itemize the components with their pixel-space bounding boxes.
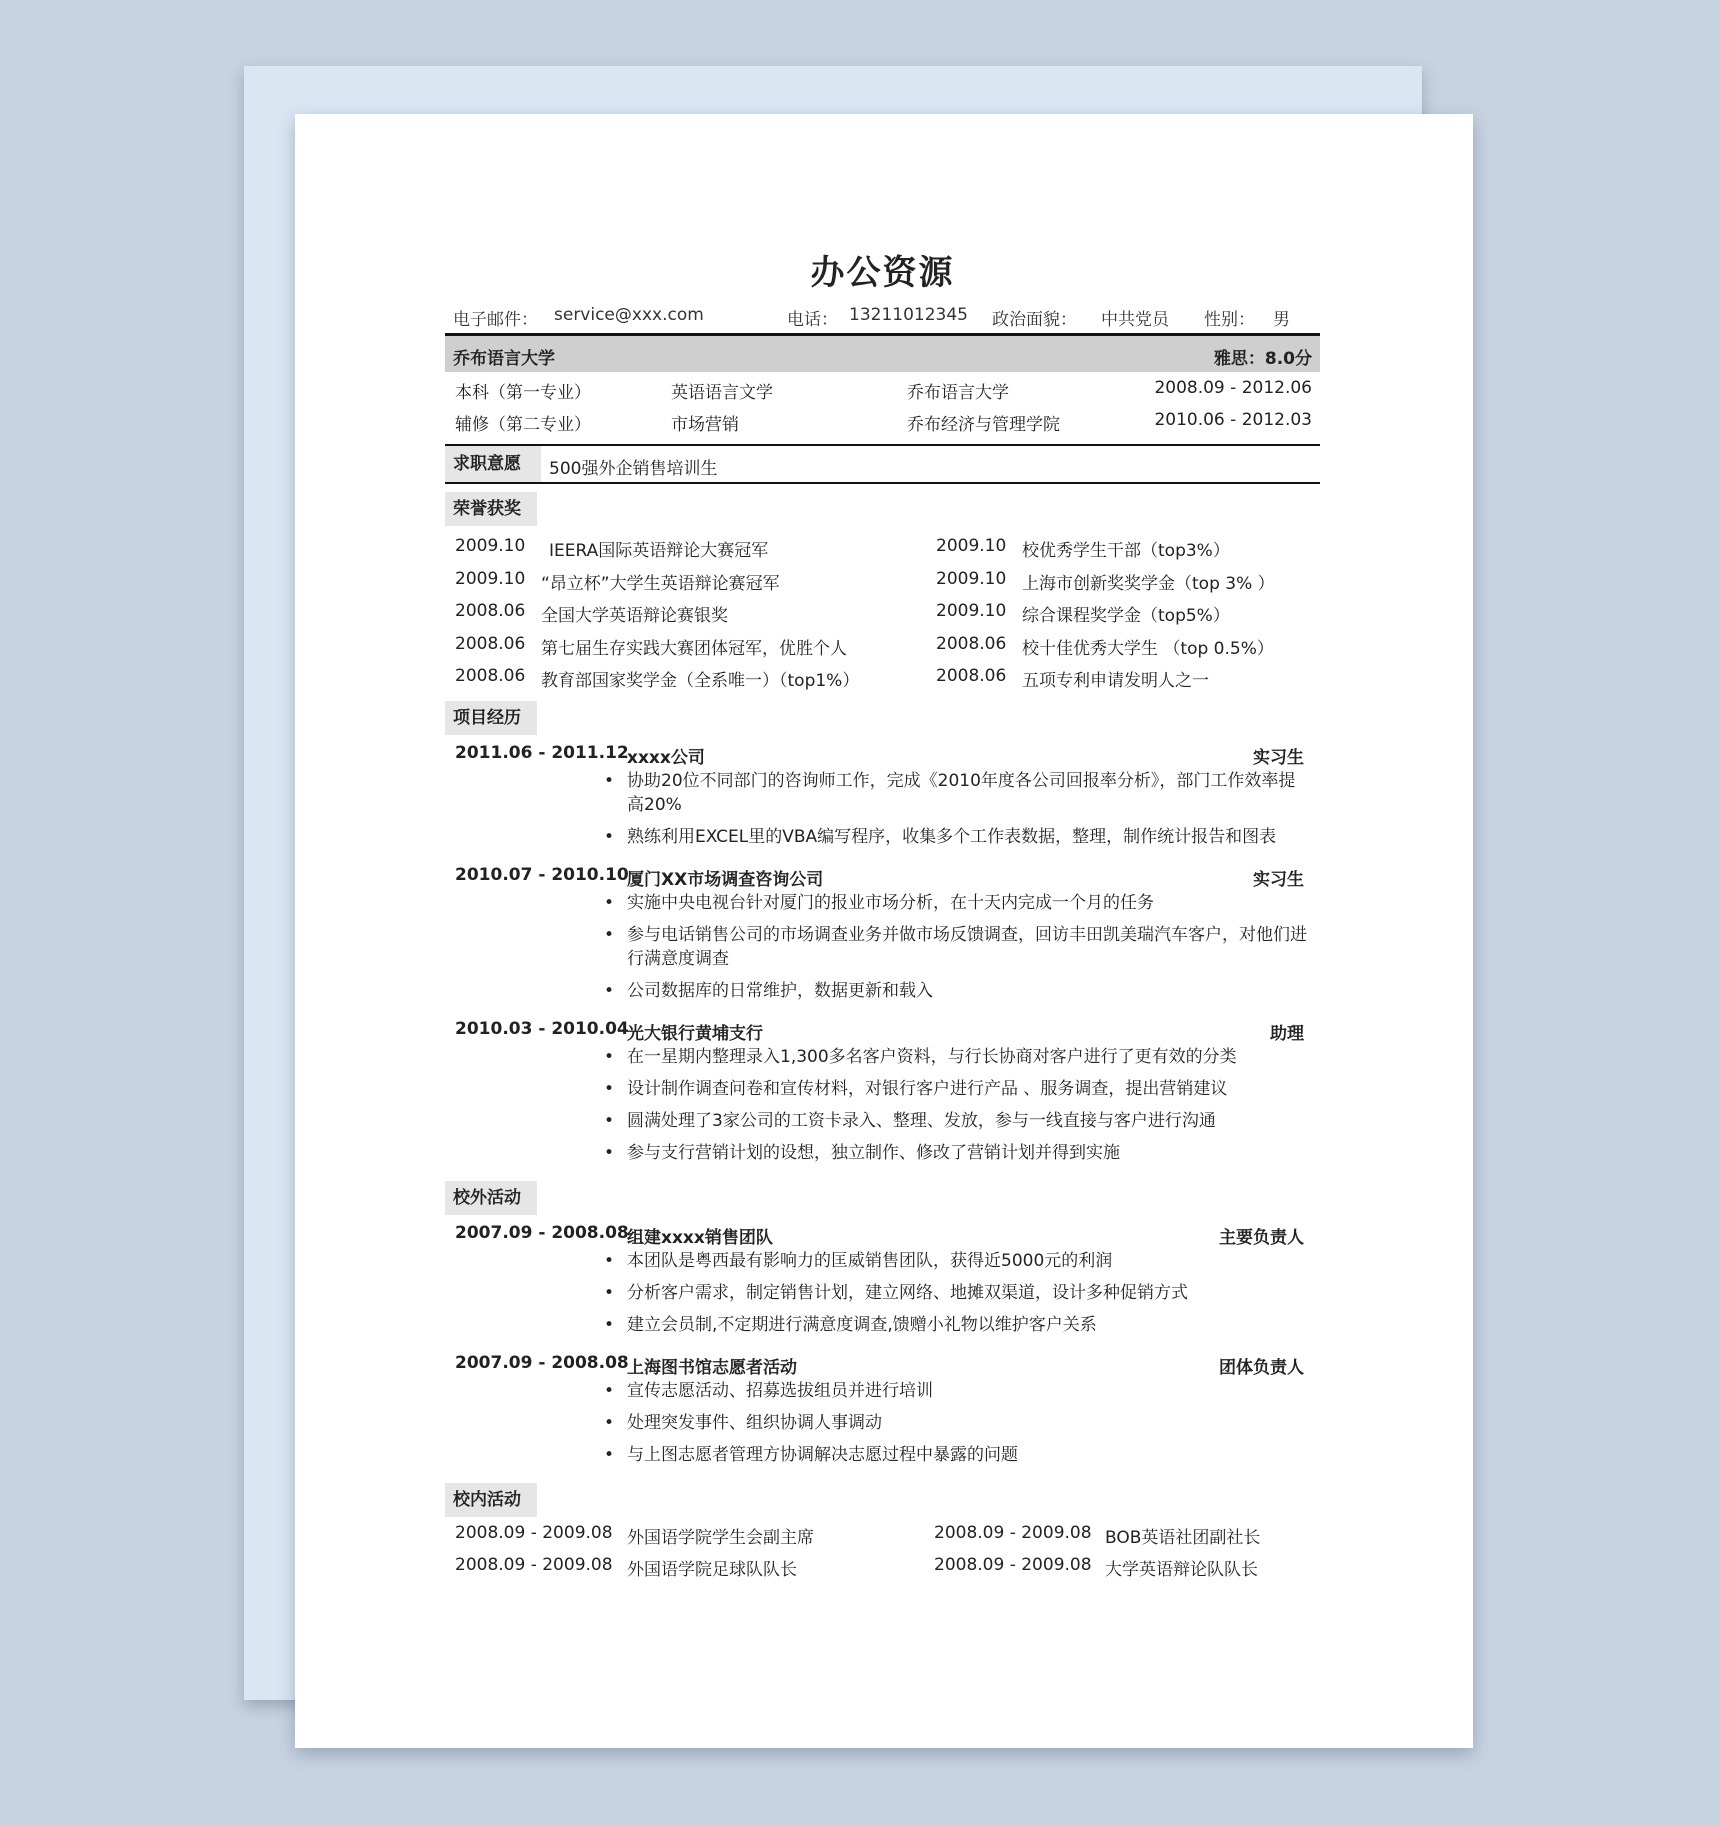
award-date: 2009.10	[455, 536, 526, 556]
experience-header	[445, 735, 1320, 769]
bullet-text: 实施中央电视台针对厦门的报业市场分析，在十天内完成一个月的任务	[627, 892, 1154, 913]
award-title: 第七届生存实践大赛团体冠军，优胜个人	[541, 638, 847, 659]
experience-period: 2010.07 - 2010.10	[455, 864, 629, 885]
experience-bullet	[445, 979, 1320, 1003]
experience-org: 厦门XX市场调查咨询公司	[627, 869, 824, 890]
campus-row	[445, 1517, 1320, 1549]
education-major: 英语语言文学	[671, 383, 773, 403]
campus-period: 2008.09 - 2009.08	[455, 1554, 613, 1575]
contact-line	[445, 297, 1320, 333]
activity-org: 组建xxxx销售团队	[627, 1227, 773, 1248]
bullet-text: 协助20位不同部门的咨询师工作，完成《2010年度各公司回报率分析》，部门工作效率提高20%	[627, 770, 1296, 815]
education-school: 乔布语言大学	[453, 349, 555, 369]
award-title: 上海市创新奖奖学金（top 3% ）	[1022, 573, 1275, 594]
bullet-dot-icon: •	[604, 1110, 615, 1131]
job-intent-value: 500强外企销售培训生	[549, 459, 718, 479]
experience-bullet	[445, 891, 1320, 915]
campus-activity: BOB英语社团副社长	[1105, 1527, 1261, 1548]
activity-role: 主要负责人	[1219, 1227, 1304, 1248]
award-row	[445, 530, 1320, 563]
gender-value: 男	[1273, 310, 1290, 330]
award-row	[445, 595, 1320, 628]
award-date: 2009.10	[936, 536, 1007, 556]
email-value: service@xxx.com	[554, 305, 704, 325]
experience-bullet	[445, 1045, 1320, 1069]
politics-value: 中共党员	[1101, 310, 1169, 330]
bullet-text: 分析客户需求，制定销售计划，建立网络、地摊双渠道，设计多种促销方式	[627, 1282, 1188, 1303]
experience-period: 2010.03 - 2010.04	[455, 1018, 629, 1039]
award-title: 教育部国家奖学金（全系唯一）（top1%）	[541, 671, 860, 691]
activity-bullet	[445, 1379, 1320, 1403]
activity-role: 团体负责人	[1219, 1357, 1304, 1378]
bullet-dot-icon: •	[604, 1142, 615, 1163]
activity-bullet	[445, 1313, 1320, 1337]
award-date: 2008.06	[455, 633, 526, 654]
award-date: 2009.10	[936, 568, 1007, 589]
award-date: 2008.06	[936, 633, 1007, 654]
award-date: 2008.06	[936, 666, 1007, 686]
experience-bullet	[445, 1077, 1320, 1101]
campus-activity: 大学英语辩论队队长	[1105, 1559, 1258, 1580]
experience-role: 实习生	[1253, 869, 1304, 890]
award-title: “昂立杯”大学生英语辩论赛冠军	[541, 573, 780, 594]
bullet-text: 参与电话销售公司的市场调查业务并做市场反馈调查，回访丰田凯美瑞汽车客户，对他们进行满意度调查	[627, 924, 1307, 969]
award-row	[445, 563, 1320, 596]
experience-header	[445, 1011, 1320, 1045]
education-period: 2008.09 - 2012.06	[1154, 378, 1312, 398]
bullet-dot-icon: •	[604, 1444, 615, 1465]
campus-period: 2008.09 - 2009.08	[455, 1522, 613, 1543]
bullet-text: 公司数据库的日常维护，数据更新和载入	[627, 980, 933, 1001]
award-date: 2009.10	[455, 568, 526, 589]
award-title: 五项专利申请发明人之一	[1022, 671, 1209, 691]
campus-activities-section-label: 校内活动	[445, 1483, 537, 1517]
awards-section-label: 荣誉获奖	[445, 492, 537, 526]
job-intent-label: 求职意愿	[445, 446, 541, 482]
experience-header	[445, 857, 1320, 891]
bullet-text: 与上图志愿者管理方协调解决志愿过程中暴露的问题	[627, 1444, 1018, 1465]
bullet-dot-icon: •	[604, 980, 615, 1001]
bullet-dot-icon: •	[604, 1046, 615, 1067]
activity-period: 2007.09 - 2008.08	[455, 1352, 629, 1373]
experience-org: xxxx公司	[627, 747, 705, 768]
activity-bullet	[445, 1249, 1320, 1273]
activity-header	[445, 1215, 1320, 1249]
bullet-text: 建立会员制,不定期进行满意度调查,馈赠小礼物以维护客户关系	[627, 1314, 1097, 1335]
bullet-text: 参与支行营销计划的设想，独立制作、修改了营销计划并得到实施	[627, 1142, 1120, 1163]
education-school-name: 乔布语言大学	[907, 383, 1009, 403]
activity-bullet	[445, 1411, 1320, 1435]
award-date: 2008.06	[455, 601, 526, 621]
activity-period: 2007.09 - 2008.08	[455, 1222, 629, 1243]
campus-activity: 外国语学院学生会副主席	[627, 1527, 814, 1548]
award-date: 2009.10	[936, 601, 1007, 621]
bullet-text: 圆满处理了3家公司的工资卡录入、整理、发放，参与一线直接与客户进行沟通	[627, 1110, 1216, 1131]
activity-bullet	[445, 1443, 1320, 1467]
projects-section-label: 项目经历	[445, 701, 537, 735]
education-period: 2010.06 - 2012.03	[1154, 410, 1312, 430]
bullet-dot-icon: •	[604, 1380, 615, 1401]
bullet-dot-icon: •	[604, 1314, 615, 1335]
campus-activity: 外国语学院足球队队长	[627, 1559, 797, 1580]
award-title: 校十佳优秀大学生 （top 0.5%）	[1022, 638, 1274, 659]
award-row	[445, 628, 1320, 661]
external-activities-section-label: 校外活动	[445, 1181, 537, 1215]
award-date: 2008.06	[455, 666, 526, 686]
bullet-dot-icon: •	[604, 924, 615, 945]
education-row	[445, 372, 1320, 404]
education-row	[445, 404, 1320, 436]
activity-bullet	[445, 1281, 1320, 1305]
campus-period: 2008.09 - 2009.08	[934, 1522, 1092, 1543]
experience-bullet	[445, 825, 1320, 849]
experience-role: 助理	[1270, 1023, 1304, 1044]
award-title: 综合课程奖学金（top5%）	[1022, 606, 1230, 626]
bullet-text: 处理突发事件、组织协调人事调动	[627, 1412, 882, 1433]
award-title: IEERA国际英语辩论大赛冠军	[549, 541, 769, 561]
award-title: 全国大学英语辩论赛银奖	[541, 606, 728, 626]
experience-period: 2011.06 - 2011.12	[455, 742, 629, 763]
bullet-dot-icon: •	[604, 1078, 615, 1099]
activity-header	[445, 1345, 1320, 1379]
bullet-text: 宣传志愿活动、招募选拔组员并进行培训	[627, 1380, 933, 1401]
resume-content	[445, 249, 1320, 1581]
experience-bullet	[445, 1141, 1320, 1165]
education-degree: 本科（第一专业）	[455, 383, 591, 403]
experience-bullet	[445, 1109, 1320, 1133]
bullet-text: 在一星期内整理录入1,300多名客户资料，与行长协商对客户进行了更有效的分类	[627, 1046, 1237, 1067]
award-row	[445, 660, 1320, 693]
activity-org: 上海图书馆志愿者活动	[627, 1357, 797, 1378]
bullet-text: 设计制作调查问卷和宣传材料，对银行客户进行产品 、服务调查，提出营销建议	[627, 1078, 1228, 1099]
education-major: 市场营销	[671, 415, 739, 435]
education-divider	[445, 436, 1320, 446]
bullet-dot-icon: •	[604, 892, 615, 913]
bullet-dot-icon: •	[604, 826, 615, 847]
bullet-text: 本团队是粤西最有影响力的匡威销售团队，获得近5000元的利润	[627, 1250, 1113, 1271]
email-label: 电子邮件：	[453, 310, 538, 330]
campus-row	[445, 1549, 1320, 1581]
bullet-dot-icon: •	[604, 770, 615, 791]
resume-page	[295, 114, 1473, 1748]
bullet-dot-icon: •	[604, 1250, 615, 1271]
ielts-score: 雅思：8.0分	[1213, 349, 1312, 369]
gender-label: 性别：	[1204, 310, 1255, 330]
education-school-name: 乔布经济与管理学院	[907, 415, 1060, 435]
experience-org: 光大银行黄埔支行	[627, 1023, 763, 1044]
experience-role: 实习生	[1253, 747, 1304, 768]
campus-period: 2008.09 - 2009.08	[934, 1554, 1092, 1575]
education-degree: 辅修（第二专业）	[455, 415, 591, 435]
award-title: 校优秀学生干部（top3%）	[1022, 541, 1230, 561]
education-header	[445, 333, 1320, 372]
bullet-dot-icon: •	[604, 1282, 615, 1303]
bullet-text: 熟练利用EXCEL里的VBA编写程序，收集多个工作表数据，整理，制作统计报告和图表	[627, 826, 1277, 847]
phone-label: 电话：	[787, 310, 838, 330]
politics-label: 政治面貌：	[992, 310, 1077, 330]
resume-title: 办公资源	[810, 253, 955, 293]
bullet-dot-icon: •	[604, 1412, 615, 1433]
phone-value: 13211012345	[849, 305, 968, 325]
experience-bullet	[445, 769, 1320, 817]
job-intent	[445, 446, 1320, 484]
experience-bullet	[445, 923, 1320, 971]
